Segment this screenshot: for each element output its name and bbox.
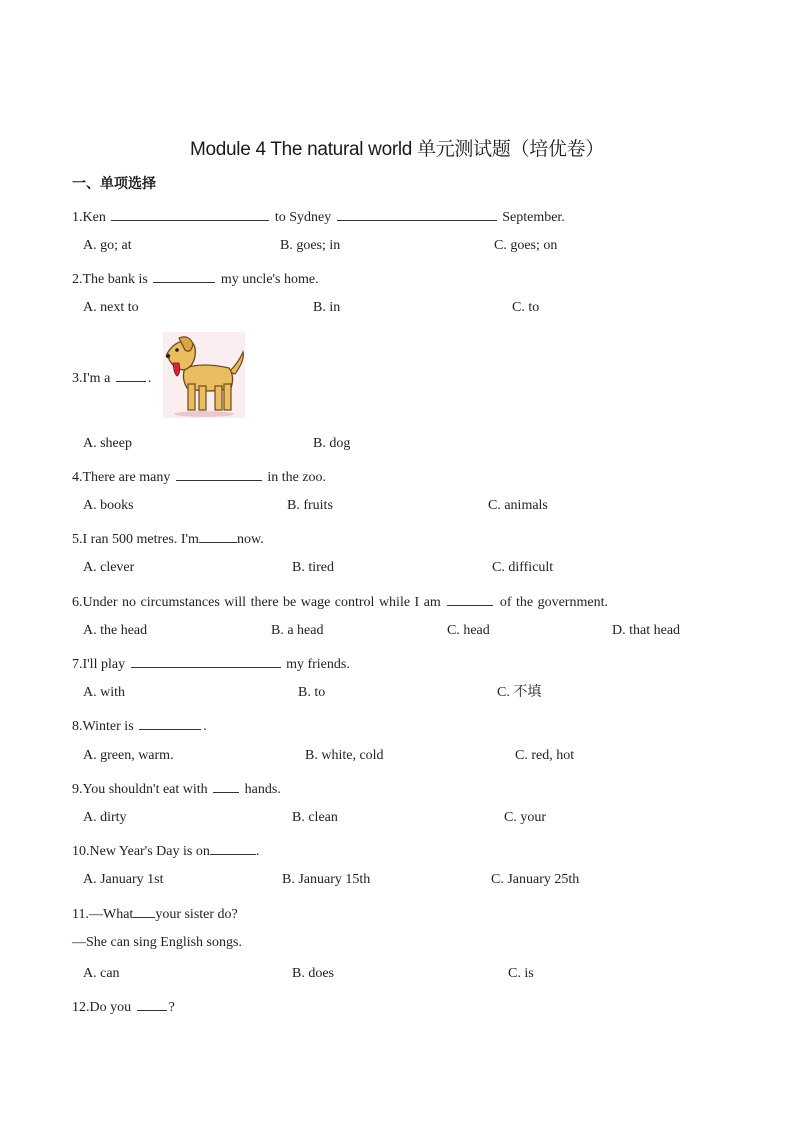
answer-blank[interactable] — [210, 840, 256, 855]
question-1 — [72, 206, 565, 227]
answer-blank[interactable] — [137, 996, 167, 1011]
option-a[interactable]: A. January 1st — [83, 872, 164, 887]
question-text: 7.I'll play — [72, 657, 126, 672]
option-b[interactable]: B. fruits — [287, 498, 333, 513]
option-a[interactable]: A. the head — [83, 623, 148, 638]
option-c[interactable]: C. your — [504, 810, 546, 825]
question-text: 9.You shouldn't eat with — [72, 782, 208, 797]
option-a[interactable]: A. can — [83, 966, 120, 981]
question-text: 4.There are many — [72, 470, 171, 485]
question-text: your sister do? — [155, 907, 238, 922]
question-12 — [72, 996, 175, 1017]
question-text: . — [147, 371, 152, 386]
question-2 — [72, 268, 319, 289]
question-text: 11.—What — [72, 907, 134, 922]
option-c[interactable]: C. January 25th — [491, 872, 580, 887]
answer-blank[interactable] — [139, 715, 201, 730]
question-text: 2.The bank is — [72, 272, 148, 287]
option-c[interactable]: C. is — [508, 966, 534, 981]
question-11 — [72, 903, 238, 924]
question-5 — [72, 528, 264, 549]
question-4 — [72, 466, 326, 487]
option-b[interactable]: B. does — [292, 966, 334, 981]
answer-blank[interactable] — [176, 466, 262, 481]
question-text: now. — [236, 532, 264, 547]
answer-blank[interactable] — [133, 903, 155, 918]
question-text: . — [255, 844, 260, 859]
answer-blank[interactable] — [199, 528, 237, 543]
question-text: of the government. — [499, 595, 608, 610]
option-a[interactable]: A. clever — [83, 560, 135, 575]
answer-blank[interactable] — [111, 206, 269, 221]
answer-blank[interactable] — [337, 206, 497, 221]
answer-blank[interactable] — [153, 268, 215, 283]
answer-blank[interactable] — [447, 591, 493, 606]
question-7 — [72, 653, 350, 674]
option-a[interactable]: A. books — [83, 498, 134, 513]
question-text: 10.New Year's Day is on — [72, 844, 210, 859]
option-b[interactable]: B. white, cold — [305, 748, 384, 763]
option-b[interactable]: B. January 15th — [282, 872, 371, 887]
question-text: 5.I ran 500 metres. I'm — [72, 532, 199, 547]
question-10 — [72, 840, 259, 861]
question-text: my friends. — [286, 657, 350, 672]
option-c[interactable]: C. 不填 — [497, 685, 542, 700]
option-b[interactable]: B. goes; in — [280, 238, 341, 253]
option-a[interactable]: A. green, warm. — [83, 748, 174, 763]
option-b[interactable]: B. to — [298, 685, 326, 700]
option-c[interactable]: C. animals — [488, 498, 548, 513]
option-d[interactable]: D. that head — [612, 623, 681, 638]
question-text: ? — [168, 1000, 175, 1015]
question-text: hands. — [244, 782, 281, 797]
question-3 — [72, 367, 151, 388]
question-6 — [72, 591, 608, 612]
question-text: 1.Ken — [72, 210, 106, 225]
question-11-reply: —She can sing English songs. — [72, 935, 242, 950]
question-9 — [72, 778, 281, 799]
question-text: in the zoo. — [267, 470, 327, 485]
question-text: 12.Do you — [72, 1000, 132, 1015]
option-b[interactable]: B. clean — [292, 810, 338, 825]
option-c[interactable]: C. goes; on — [494, 238, 558, 253]
question-text: my uncle's home. — [220, 272, 319, 287]
question-text: 3.I'm a — [72, 371, 111, 386]
option-c[interactable]: C. head — [447, 623, 490, 638]
answer-blank[interactable] — [131, 653, 281, 668]
option-a[interactable]: A. next to — [83, 300, 139, 315]
option-a[interactable]: A. sheep — [83, 436, 132, 451]
option-c[interactable]: C. to — [512, 300, 540, 315]
question-text: September. — [502, 210, 565, 225]
question-text: 8.Winter is — [72, 719, 134, 734]
option-b[interactable]: B. in — [313, 300, 341, 315]
answer-blank[interactable] — [116, 367, 146, 382]
page-title: Module 4 The natural world 单元测试题（培优卷） — [189, 139, 605, 160]
question-text: 6.Under no circumstances will there be wage control while I am — [72, 595, 441, 610]
option-a[interactable]: A. with — [83, 685, 125, 700]
option-b[interactable]: B. dog — [313, 436, 351, 451]
option-a[interactable]: A. dirty — [83, 810, 127, 825]
question-text: . — [203, 719, 207, 734]
option-b[interactable]: B. tired — [292, 560, 334, 575]
option-c[interactable]: C. difficult — [492, 560, 554, 575]
answer-blank[interactable] — [213, 778, 239, 793]
section-heading: 一、单项选择 — [72, 176, 156, 192]
question-text: to Sydney — [274, 210, 332, 225]
option-a[interactable]: A. go; at — [83, 238, 132, 253]
question-8 — [72, 715, 207, 736]
dog-illustration — [163, 332, 245, 418]
option-c[interactable]: C. red, hot — [515, 748, 575, 763]
option-b[interactable]: B. a head — [271, 623, 324, 638]
